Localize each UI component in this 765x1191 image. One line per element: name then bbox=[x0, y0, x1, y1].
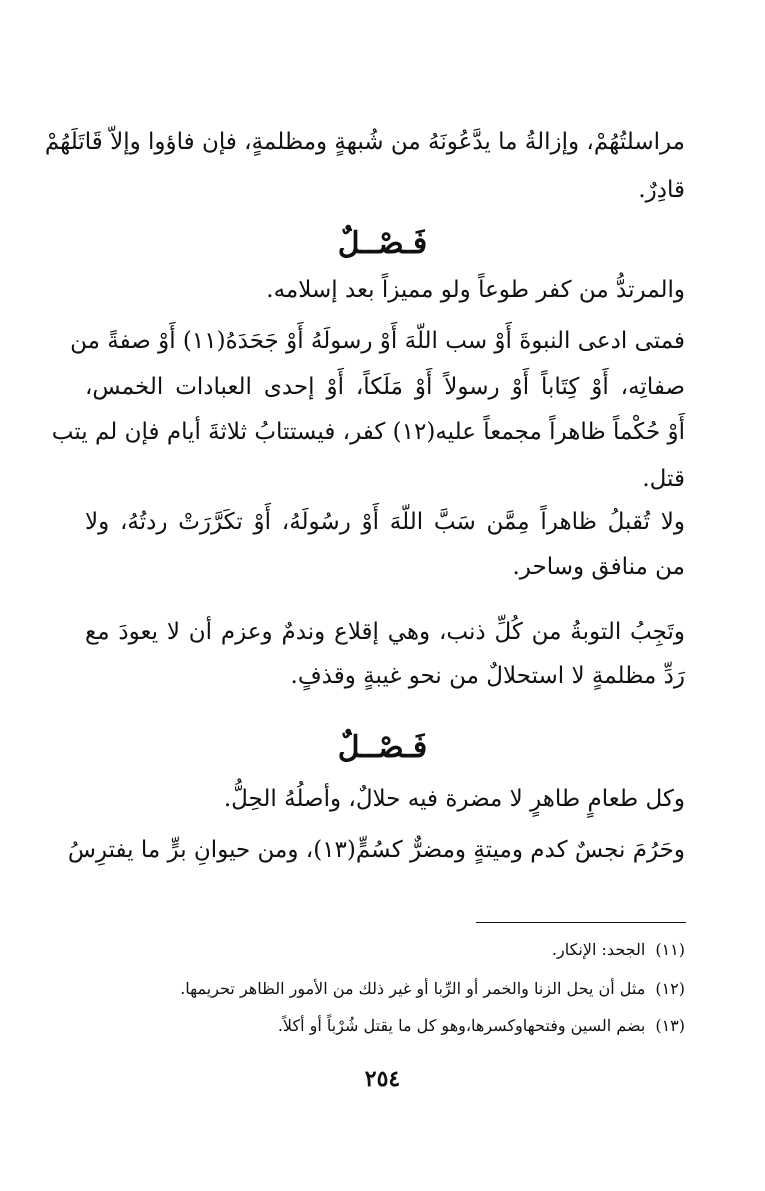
text-line: ولا تُقبلُ ظاهراً مِمَّن سَبَّ اللّهَ أَوْ رسُولَهُ، أَوْ تكَرَّرَتْ ردتُهُ، ولا bbox=[85, 509, 685, 535]
text-line: وحَرُمَ نجسٌ كدم وميتةٍ ومضرٌّ كسُمٍّ(١٣)، ومن حيوانِ برٍّ ما يفترِسُ bbox=[67, 837, 685, 863]
footnote bbox=[65, 979, 685, 1000]
footnote-separator bbox=[476, 922, 686, 923]
text-line: وكل طعامٍ طاهرٍ لا مضرة فيه حلالٌ، وأصلُهُ الحِلُّ. bbox=[223, 786, 685, 812]
text-line: من منافق وساحر. bbox=[512, 554, 685, 580]
text-line: قتل. bbox=[642, 466, 685, 492]
text-line: أَوْ حُكْماً ظاهراً مجمعاً عليه(١٢) كفر، فيستتابُ ثلاثةَ أيام فإن لم يتب bbox=[51, 419, 685, 445]
section-heading: فَـصْــلٌ bbox=[337, 226, 428, 261]
footnote bbox=[65, 940, 685, 961]
text-line: قادِرٌ. bbox=[638, 177, 685, 203]
text-line: مراسلتُهُمْ، وإزالةُ ما يدَّعُونَهُ من شُبهةٍ ومظلمةٍ، فإن فاؤوا وإلاّ قَاتَلَهُمْ bbox=[44, 129, 685, 155]
footnote-number: (١٣) bbox=[655, 1016, 685, 1035]
text-line: فمتى ادعى النبوةَ أَوْ سب اللّهَ أَوْ رسولَهُ أَوْ جَحَدَهُ(١١) أَوْ صفةً من bbox=[70, 328, 685, 354]
footnote-text: الجحد: الإنكار. bbox=[551, 940, 646, 959]
page-number: ٢٥٤ bbox=[364, 1066, 401, 1092]
text-line: والمرتدُّ من كفر طوعاً ولو مميزاً بعد إسلامه. bbox=[266, 277, 685, 303]
section-heading: فَـصْــلٌ bbox=[337, 730, 428, 765]
footnote-text: مثل أن يحل الزنا والخمر أو الرِّبا أو غير ذلك من الأمور الظاهر تحريمها. bbox=[180, 979, 646, 998]
text-line: صفاتِه، أَوْ كِتَاباً أَوْ رسولاً أَوْ مَلَكاً، أَوْ إحدى العبادات الخمس، bbox=[85, 374, 685, 400]
footnote bbox=[65, 1016, 685, 1037]
footnote-number: (١١) bbox=[655, 940, 685, 959]
text-line: وتَجِبُ التوبةُ من كُلِّ ذنب، وهي إقلاع وندمٌ وعزم أن لا يعودَ مع bbox=[85, 619, 685, 645]
footnote-text: بضم السين وفتحهاوكسرها،وهو كل ما يقتل شُرْباً أو أكلاً. bbox=[277, 1016, 646, 1035]
footnote-number: (١٢) bbox=[655, 979, 685, 998]
text-line: رَدِّ مظلمةٍ لا استحلالٌ من نحو غيبةٍ وقذفٍ. bbox=[290, 663, 685, 689]
